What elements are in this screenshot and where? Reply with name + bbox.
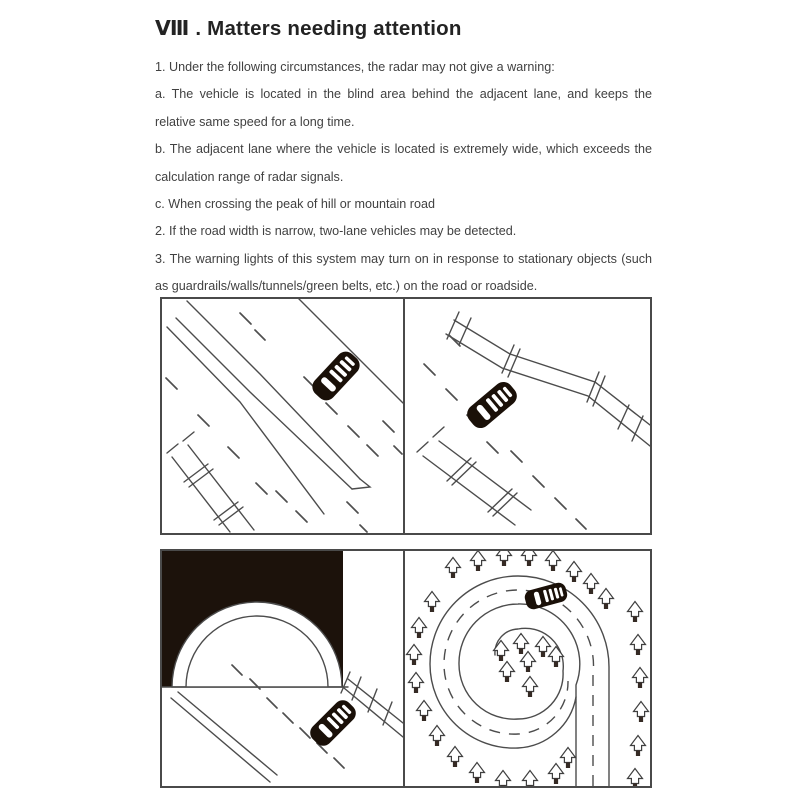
- tree-icon: [521, 652, 536, 673]
- tree-icon: [514, 634, 529, 655]
- tree-icon: [425, 592, 440, 613]
- figure-panel-curve-trees: [403, 549, 652, 788]
- guardrail: [417, 427, 531, 525]
- tree-icon: [523, 677, 538, 698]
- text-line: calculation range of radar signals.: [155, 169, 344, 184]
- body-text: [155, 54, 652, 301]
- tree-icon: [417, 701, 432, 722]
- tree-icon: [599, 589, 614, 610]
- tree-icon: [561, 748, 576, 769]
- tree-icon: [500, 662, 515, 683]
- text-line: 2. If the road width is narrow, two-lane vehicles may be detected.: [155, 224, 517, 239]
- text-line: as guardrails/walls/tunnels/green belts, etc.) on the road or roadside.: [155, 279, 538, 294]
- tree-icon: [549, 647, 564, 668]
- lane-dashes: [424, 335, 586, 529]
- text-line: c. When crossing the peak of hill or mountain road: [155, 197, 436, 211]
- tree-icon: [522, 551, 537, 566]
- tree-icon: [631, 736, 646, 757]
- tree-icon: [633, 668, 648, 689]
- guardrail: [167, 432, 254, 532]
- tree-icon: [634, 702, 649, 723]
- car-icon: [306, 696, 359, 749]
- tree-icon: [448, 747, 463, 768]
- tree-row: [407, 551, 649, 786]
- tunnel-diagram: [162, 551, 403, 786]
- text-line: b. The adjacent lane where the vehicle is located is extremely wide, which exceeds the: [155, 142, 652, 157]
- tree-icon: [549, 764, 564, 785]
- tree-icon: [471, 551, 486, 571]
- tree-icon: [446, 558, 461, 579]
- curve-trees-diagram: [405, 551, 650, 786]
- lane-dashes: [166, 313, 402, 532]
- tree-icon: [407, 645, 422, 666]
- text-line: 3. The warning lights of this system may turn on in response to stationary objects (such: [155, 251, 652, 266]
- tree-icon: [536, 637, 551, 658]
- car-icon: [523, 581, 569, 611]
- tree-icon: [494, 641, 509, 662]
- tree-icon: [628, 769, 643, 787]
- tree-icon: [523, 771, 538, 787]
- text-line: relative same speed for a long time.: [155, 114, 355, 129]
- tree-icon: [496, 771, 511, 787]
- figure-panel-tunnel: [160, 549, 405, 788]
- tree-icon: [567, 562, 582, 583]
- wide-lane-diagram: [162, 299, 403, 533]
- car-icon: [463, 378, 520, 432]
- tree-icon: [409, 673, 424, 694]
- tree-icon: [631, 635, 646, 656]
- tree-icon: [584, 574, 599, 595]
- figure-panel-hill-peak: [403, 297, 652, 535]
- road-edge-lines: [167, 299, 403, 514]
- tree-icon: [430, 726, 445, 747]
- tree-icon: [546, 551, 561, 571]
- tree-icon: [412, 618, 427, 639]
- tree-icon: [497, 551, 512, 566]
- tree-icon: [628, 602, 643, 623]
- page-title: Ⅷ . Matters needing attention: [155, 17, 462, 40]
- figure-panel-wide-lane: [160, 297, 405, 535]
- tree-icon: [470, 763, 485, 784]
- hill-peak-diagram: [405, 299, 650, 533]
- text-line: 1. Under the following circumstances, the radar may not give a warning:: [155, 60, 555, 74]
- text-line: a. The vehicle is located in the blind area behind the adjacent lane, and keeps the: [155, 87, 652, 102]
